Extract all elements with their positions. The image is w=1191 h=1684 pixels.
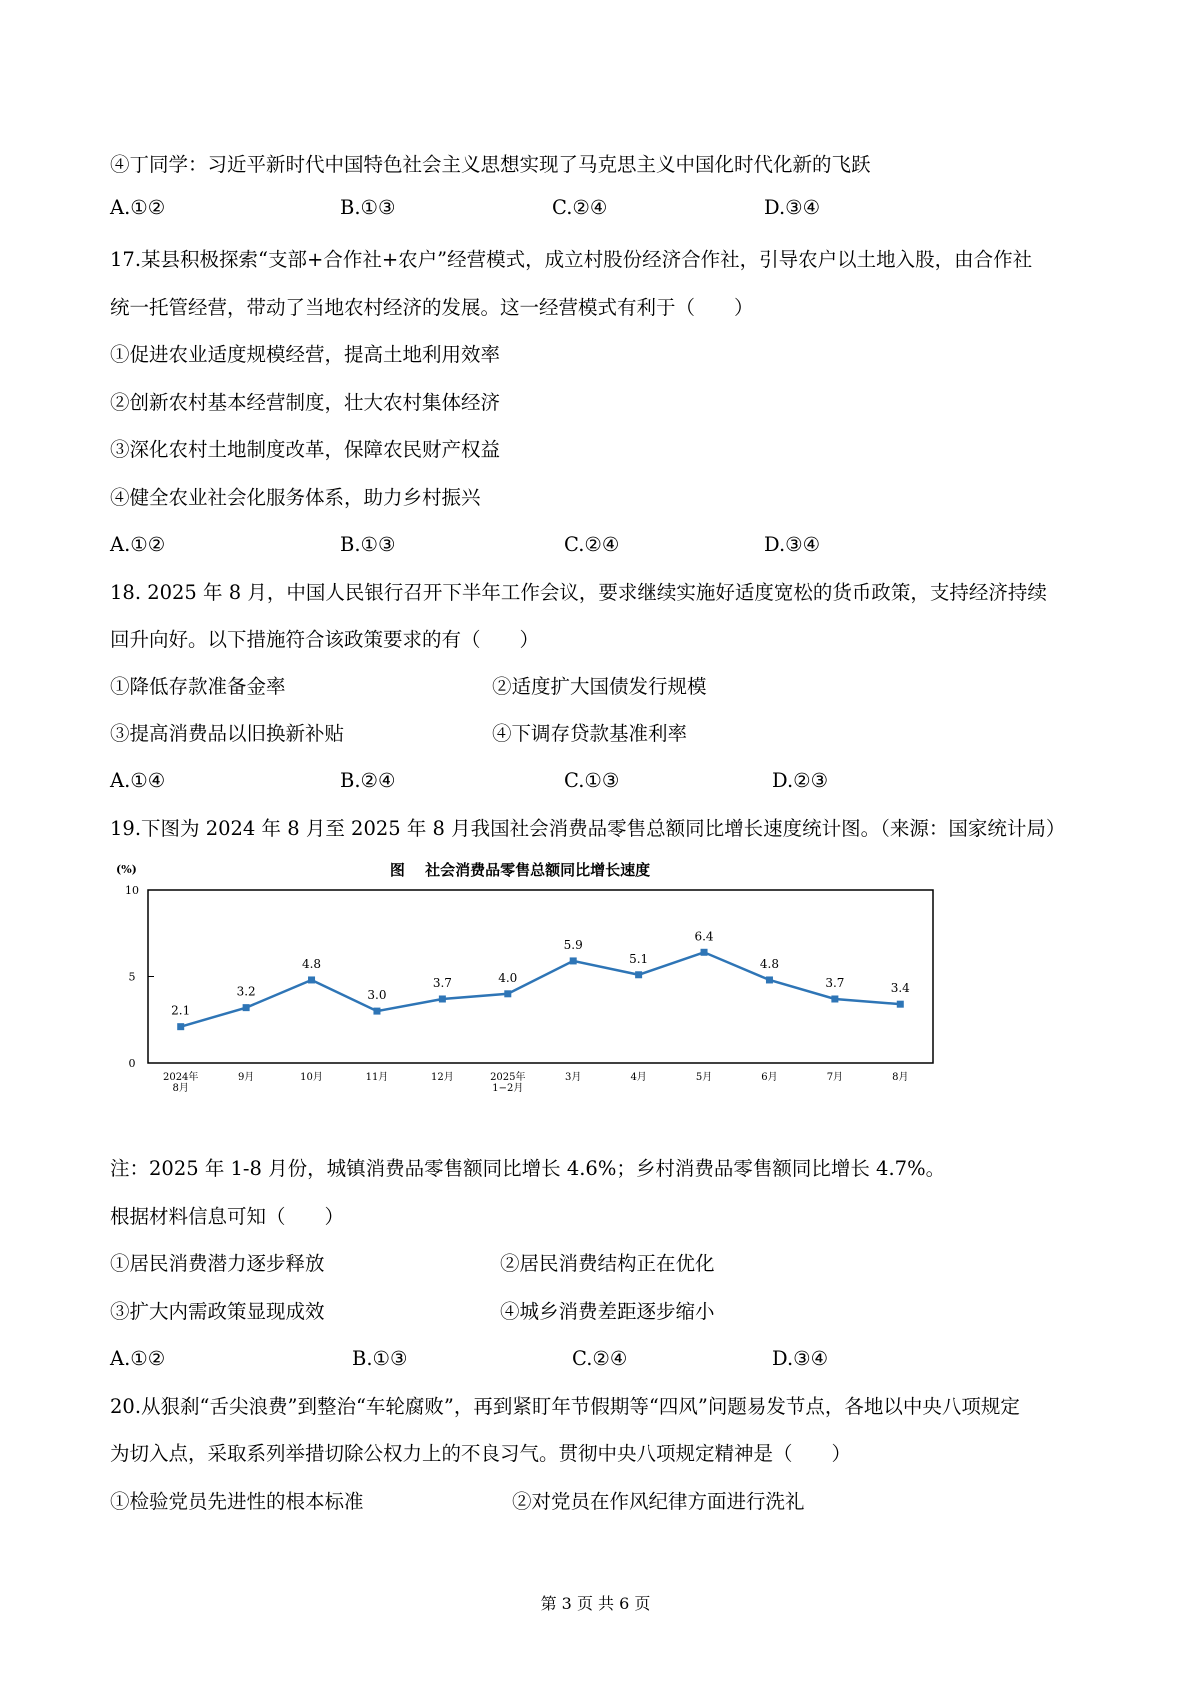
- data-label: 3.4: [890, 981, 910, 996]
- page-footer: 第 3 页 共 6 页: [540, 1594, 651, 1613]
- x-tick-label: 7月: [826, 1072, 844, 1083]
- data-label: 3.7: [825, 975, 845, 990]
- q17-statement-2: ②创新农村基本经营制度，壮大农村集体经济: [110, 391, 501, 414]
- data-label: 2.1: [171, 1003, 191, 1018]
- data-label: 5.1: [629, 951, 649, 966]
- q20-statement-1: ①检验党员先进性的根本标准: [110, 1490, 364, 1513]
- q18-option-a: A.①④: [110, 769, 166, 792]
- q16-option-d: D.③④: [764, 196, 821, 219]
- data-point: [766, 976, 773, 983]
- q16-option-a: A.①②: [110, 196, 166, 219]
- data-label: 4.8: [759, 956, 780, 971]
- q18-option-d: D.②③: [772, 769, 829, 792]
- q19-statement-4: ④城乡消费差距逐步缩小: [500, 1300, 715, 1323]
- q17-statement-1: ①促进农业适度规模经营，提高土地利用效率: [110, 343, 501, 366]
- chart-series-line: [181, 952, 901, 1026]
- q19-option-d: D.③④: [772, 1347, 829, 1370]
- q19-question: 根据材料信息可知（ ）: [110, 1205, 345, 1228]
- q18-statement-4: ④下调存贷款基准利率: [492, 722, 688, 745]
- q19-option-a: A.①②: [110, 1347, 166, 1370]
- q16-option-b: B.①③: [340, 196, 396, 219]
- q17-stem-line-1: 17.某县积极探索“支部+合作社+农户”经营模式，成立村股份经济合作社，引导农户以土地入股，由合作社: [110, 248, 1033, 271]
- q17-statement-4: ④健全农业社会化服务体系，助力乡村振兴: [110, 486, 481, 509]
- q18-statement-1: ①降低存款准备金率: [110, 675, 286, 698]
- data-point: [308, 976, 315, 983]
- data-point: [243, 1004, 250, 1011]
- q19-option-b: B.①③: [352, 1347, 408, 1370]
- q20-stem-line-2: 为切入点，采取系列举措切除公权力上的不良习气。贯彻中央八项规定精神是（ ）: [110, 1442, 852, 1465]
- x-tick-label: 4月: [630, 1072, 647, 1083]
- x-tick-label: 2024年 8月: [162, 1072, 199, 1094]
- q17-option-b: B.①③: [340, 533, 396, 556]
- data-label: 4.0: [498, 970, 518, 985]
- q18-statement-2: ②适度扩大国债发行规模: [492, 675, 707, 698]
- q16-statement-4: ④丁同学：习近平新时代中国特色社会主义思想实现了马克思主义中国化时代化新的飞跃: [110, 153, 871, 176]
- data-point: [897, 1001, 904, 1008]
- y-tick-label: 0: [128, 1057, 136, 1070]
- data-point: [831, 995, 838, 1002]
- y-tick-label: 10: [125, 884, 139, 897]
- x-tick-label: 10月: [300, 1072, 323, 1083]
- q17-stem-line-2: 统一托管经营，带动了当地农村经济的发展。这一经营模式有利于（ ）: [110, 296, 754, 319]
- q19-statement-2: ②居民消费结构正在优化: [500, 1252, 715, 1275]
- x-tick-label: 9月: [237, 1072, 255, 1083]
- x-tick-label: 3月: [565, 1072, 582, 1083]
- data-point: [373, 1008, 380, 1015]
- q18-stem-line-1: 18. 2025 年 8 月，中国人民银行召开下半年工作会议，要求继续实施好适度宽松的货币政策，支持经济持续: [110, 581, 1047, 604]
- x-tick-label: 11月: [365, 1072, 389, 1083]
- chart-title: 图 社会消费品零售总额同比增长速度: [389, 861, 651, 879]
- q20-statement-2: ②对党员在作风纪律方面进行洗礼: [512, 1490, 805, 1513]
- q16-option-c: C.②④: [552, 196, 608, 219]
- q17-option-a: A.①②: [110, 533, 166, 556]
- x-tick-label: 2025年 1−2月: [490, 1072, 526, 1094]
- x-tick-label: 8月: [892, 1072, 909, 1083]
- data-label: 6.4: [694, 929, 714, 944]
- q19-note: 注：2025 年 1-8 月份，城镇消费品零售额同比增长 4.6%；乡村消费品零售额同比增长 4.7%。: [110, 1157, 946, 1180]
- data-point: [635, 971, 642, 978]
- x-tick-label: 12月: [431, 1072, 454, 1083]
- q18-stem-line-2: 回升向好。以下措施符合该政策要求的有（ ）: [110, 628, 540, 651]
- data-point: [439, 995, 446, 1002]
- q20-stem-line-1: 20.从狠刹“舌尖浪费”到整治“车轮腐败”，再到紧盯年节假期等“四风”问题易发节点，各地以中央八项规定: [110, 1395, 1020, 1418]
- q19-option-c: C.②④: [572, 1347, 628, 1370]
- data-label: 4.8: [301, 956, 322, 971]
- q19-statement-1: ①居民消费潜力逐步释放: [110, 1252, 325, 1275]
- chart-ylabel: (%): [116, 863, 137, 876]
- data-label: 3.7: [432, 975, 452, 990]
- x-tick-label: 6月: [761, 1072, 778, 1083]
- q17-option-d: D.③④: [764, 533, 821, 556]
- retail-growth-line-chart: [100, 857, 940, 1094]
- data-point: [701, 949, 708, 956]
- data-label: 5.9: [563, 937, 583, 952]
- x-tick-label: 5月: [695, 1072, 713, 1083]
- data-label: 3.0: [367, 988, 387, 1003]
- q19-stem: 19.下图为 2024 年 8 月至 2025 年 8 月我国社会消费品零售总额同比增长速度统计图。（来源：国家统计局）: [110, 817, 1066, 840]
- q17-statement-3: ③深化农村土地制度改革，保障农民财产权益: [110, 438, 501, 461]
- data-label: 3.2: [236, 984, 256, 999]
- q17-option-c: C.②④: [564, 533, 620, 556]
- data-point: [504, 990, 511, 997]
- q18-statement-3: ③提高消费品以旧换新补贴: [110, 722, 345, 745]
- data-point: [177, 1023, 184, 1030]
- data-point: [570, 957, 577, 964]
- q19-statement-3: ③扩大内需政策显现成效: [110, 1300, 325, 1323]
- q18-option-c: C.①③: [564, 769, 620, 792]
- q18-option-b: B.②④: [340, 769, 396, 792]
- y-tick-label: 5: [128, 970, 136, 984]
